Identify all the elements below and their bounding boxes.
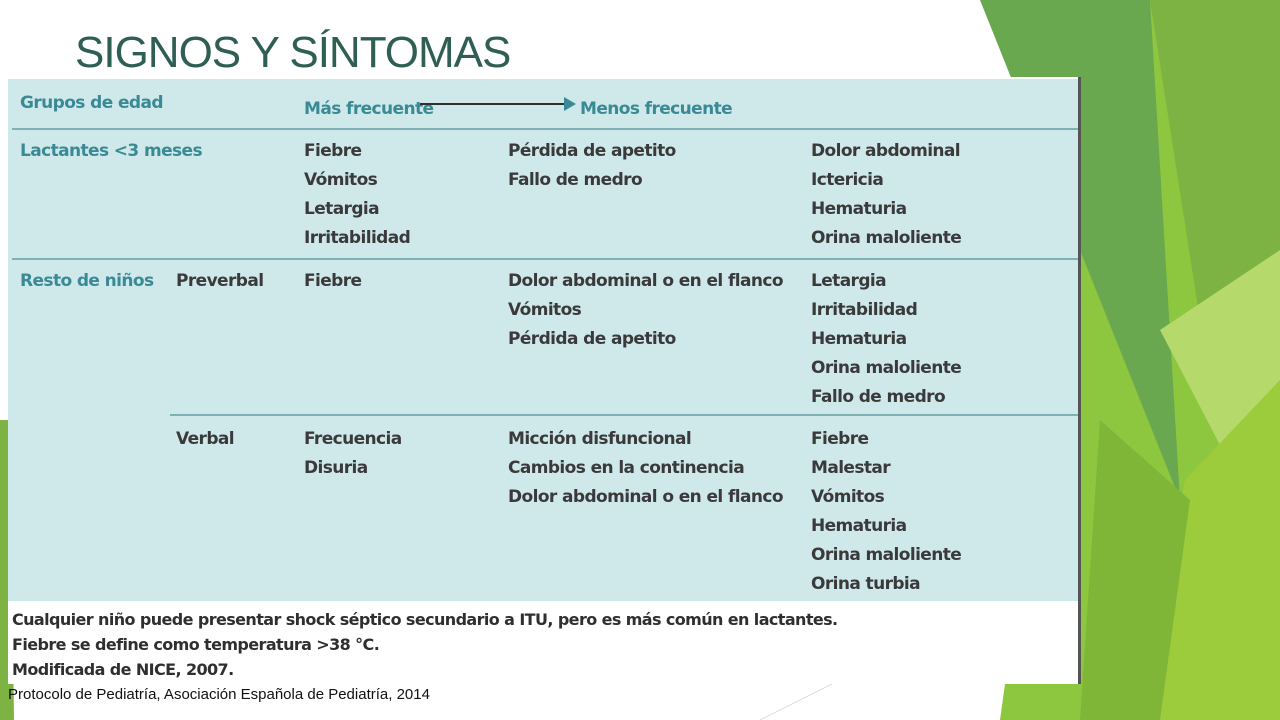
preverbal-col3 — [811, 267, 961, 412]
symptom: Ictericia — [811, 170, 884, 190]
symptom: Fiebre — [304, 141, 362, 161]
symptom: Dolor abdominal o en el flanco — [508, 271, 783, 291]
footnote: Cualquier niño puede presentar shock séptico secundario a ITU, pero es más común en lactantes. — [12, 610, 838, 629]
lactantes-col1 — [304, 137, 410, 253]
verbal-col1 — [304, 425, 402, 483]
footnote: Modificada de NICE, 2007. — [12, 660, 234, 679]
symptoms-table-figure — [8, 77, 1081, 684]
symptom: Cambios en la continencia — [508, 458, 745, 478]
table-divider — [12, 258, 1078, 260]
table-divider — [170, 414, 1078, 416]
footnote: Fiebre se define como temperatura >38 °C. — [12, 635, 380, 654]
symptom: Letargia — [811, 271, 887, 291]
subrow-label-preverbal: Preverbal — [176, 271, 264, 291]
preverbal-col2 — [508, 267, 783, 354]
symptom: Hematuria — [811, 516, 907, 536]
symptom: Dolor abdominal o en el flanco — [508, 487, 783, 507]
header-more-frequent: Más frecuente — [304, 99, 434, 119]
symptom: Hematuria — [811, 329, 907, 349]
symptom: Vómitos — [811, 487, 885, 507]
table-footnotes — [12, 607, 838, 682]
symptom: Micción disfuncional — [508, 429, 692, 449]
symptom: Irritabilidad — [811, 300, 918, 320]
symptom: Disuria — [304, 458, 368, 478]
symptom: Orina maloliente — [811, 358, 962, 378]
symptom: Dolor abdominal — [811, 141, 961, 161]
symptom: Orina maloliente — [811, 545, 962, 565]
symptom: Pérdida de apetito — [508, 141, 676, 161]
symptoms-table — [8, 79, 1078, 601]
symptom: Frecuencia — [304, 429, 402, 449]
symptom: Irritabilidad — [304, 228, 411, 248]
row-label-resto: Resto de niños — [20, 271, 154, 291]
subrow-label-verbal: Verbal — [176, 429, 235, 449]
symptom: Orina turbia — [811, 574, 921, 594]
symptom: Fallo de medro — [508, 170, 643, 190]
symptom: Fiebre — [811, 429, 869, 449]
lactantes-col3 — [811, 137, 961, 253]
symptom: Fiebre — [304, 271, 362, 291]
symptom: Letargia — [304, 199, 380, 219]
symptom: Malestar — [811, 458, 891, 478]
header-age-groups: Grupos de edad — [20, 93, 163, 113]
symptom: Vómitos — [508, 300, 582, 320]
symptom: Orina maloliente — [811, 228, 962, 248]
table-divider — [12, 128, 1078, 130]
verbal-col3 — [811, 425, 961, 599]
symptom: Hematuria — [811, 199, 907, 219]
arrow-right-icon — [420, 97, 576, 111]
preverbal-col1 — [304, 267, 361, 296]
header-less-frequent: Menos frecuente — [580, 99, 733, 119]
symptom: Pérdida de apetito — [508, 329, 676, 349]
row-label-lactantes: Lactantes <3 meses — [20, 141, 202, 161]
source-citation: Protocolo de Pediatría, Asociación Española de Pediatría, 2014 — [8, 686, 430, 703]
symptom: Fallo de medro — [811, 387, 946, 407]
symptom: Vómitos — [304, 170, 378, 190]
slide-title: SIGNOS Y SÍNTOMAS — [75, 28, 511, 77]
verbal-col2 — [508, 425, 783, 512]
lactantes-col2 — [508, 137, 676, 195]
